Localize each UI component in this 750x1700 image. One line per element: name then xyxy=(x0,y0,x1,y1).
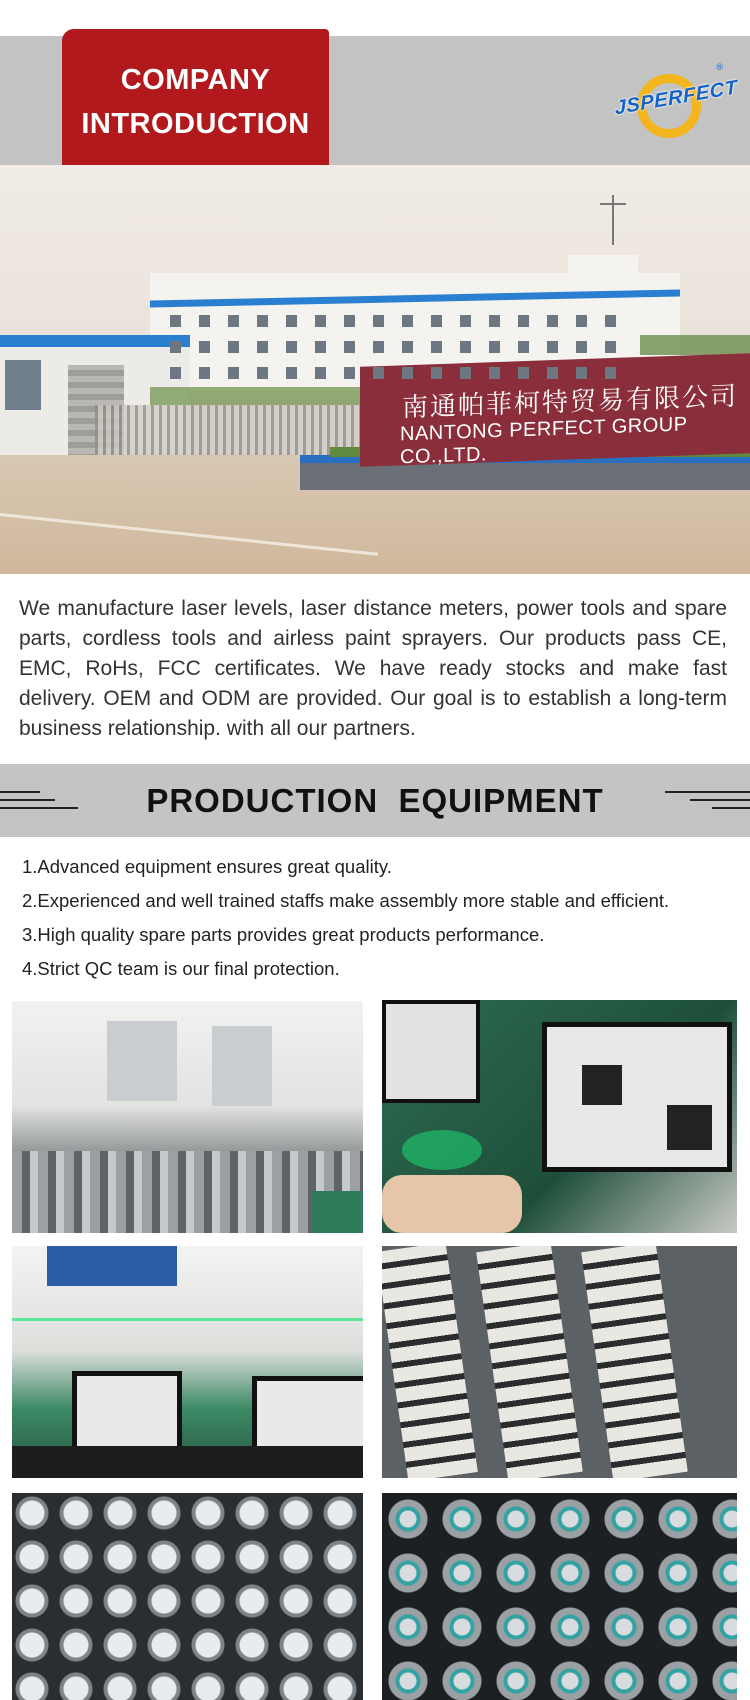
building-window xyxy=(576,315,587,327)
building-window xyxy=(228,341,239,353)
building-window xyxy=(286,367,297,379)
point-item: 1.Advanced equipment ensures great quality. xyxy=(22,856,392,877)
workshop-photo xyxy=(12,1001,363,1233)
building-window xyxy=(460,341,471,353)
building-window xyxy=(199,341,210,353)
badge-line-2: INTRODUCTION xyxy=(81,108,310,140)
building-window xyxy=(605,315,616,327)
building-window xyxy=(228,367,239,379)
building-window xyxy=(431,367,442,379)
company-introduction-badge xyxy=(62,29,329,175)
building-window xyxy=(257,315,268,327)
aluminum-parts-photo xyxy=(12,1493,363,1700)
parts-rows-photo xyxy=(382,1246,737,1478)
building-window xyxy=(460,315,471,327)
building-window xyxy=(402,367,413,379)
section-title: PRODUCTION EQUIPMENT xyxy=(146,782,604,819)
building-window xyxy=(286,341,297,353)
building-window xyxy=(170,341,181,353)
assembly-line-photo xyxy=(12,1246,363,1478)
building-window xyxy=(489,367,500,379)
building-window xyxy=(315,367,326,379)
laser-calibration-photo xyxy=(382,1000,737,1233)
point-item: 3.High quality spare parts provides great products performance. xyxy=(22,924,545,945)
building-window xyxy=(547,367,558,379)
building-window xyxy=(576,367,587,379)
point-item: 4.Strict QC team is our final protection. xyxy=(22,958,340,979)
building-window xyxy=(373,367,384,379)
building-window xyxy=(170,367,181,379)
building-window xyxy=(228,315,239,327)
sign-english-name: NANTONG PERFECT GROUP CO.,LTD. xyxy=(400,413,688,469)
building-window xyxy=(489,341,500,353)
building-window xyxy=(315,341,326,353)
building-window xyxy=(402,315,413,327)
logo-registered-mark: ® xyxy=(716,62,723,72)
sign-chinese-name: 南通帕菲柯特贸易有限公司 xyxy=(402,380,739,423)
building-window xyxy=(199,367,210,379)
laser-module-photo xyxy=(382,1493,737,1700)
building-window xyxy=(257,367,268,379)
point-item: 2.Experienced and well trained staffs make assembly more stable and efficient. xyxy=(22,890,670,911)
brand-logo xyxy=(614,62,739,147)
building-window xyxy=(431,315,442,327)
building-window xyxy=(489,315,500,327)
building-window xyxy=(344,341,355,353)
building-window xyxy=(576,341,587,353)
building-window xyxy=(373,315,384,327)
building-window xyxy=(605,367,616,379)
building-window xyxy=(199,315,210,327)
company-description: We manufacture laser levels, laser distance meters, power tools and spare parts, cordless tools and airless paint sprayers. Our products pass CE, EMC, RoHs, FCC certificates. We have ready stocks and make fast delivery. OEM and ODM are provided. Our goal is to establish a long-term business relationship. with all our partners. xyxy=(19,597,727,740)
building-window xyxy=(373,341,384,353)
building-window xyxy=(315,315,326,327)
building-window xyxy=(518,341,529,353)
building-window xyxy=(344,315,355,327)
building-window xyxy=(402,341,413,353)
building-window xyxy=(170,315,181,327)
building-window xyxy=(547,315,558,327)
building-window xyxy=(286,315,297,327)
building-window xyxy=(431,341,442,353)
building-window xyxy=(518,367,529,379)
factory-photo xyxy=(0,165,750,574)
logo-text: JSPERFECT xyxy=(614,76,739,120)
building-window xyxy=(344,367,355,379)
building-window xyxy=(547,341,558,353)
building-window xyxy=(518,315,529,327)
building-window xyxy=(460,367,471,379)
building-window xyxy=(257,341,268,353)
badge-line-1: COMPANY xyxy=(120,64,271,96)
building-window xyxy=(605,341,616,353)
